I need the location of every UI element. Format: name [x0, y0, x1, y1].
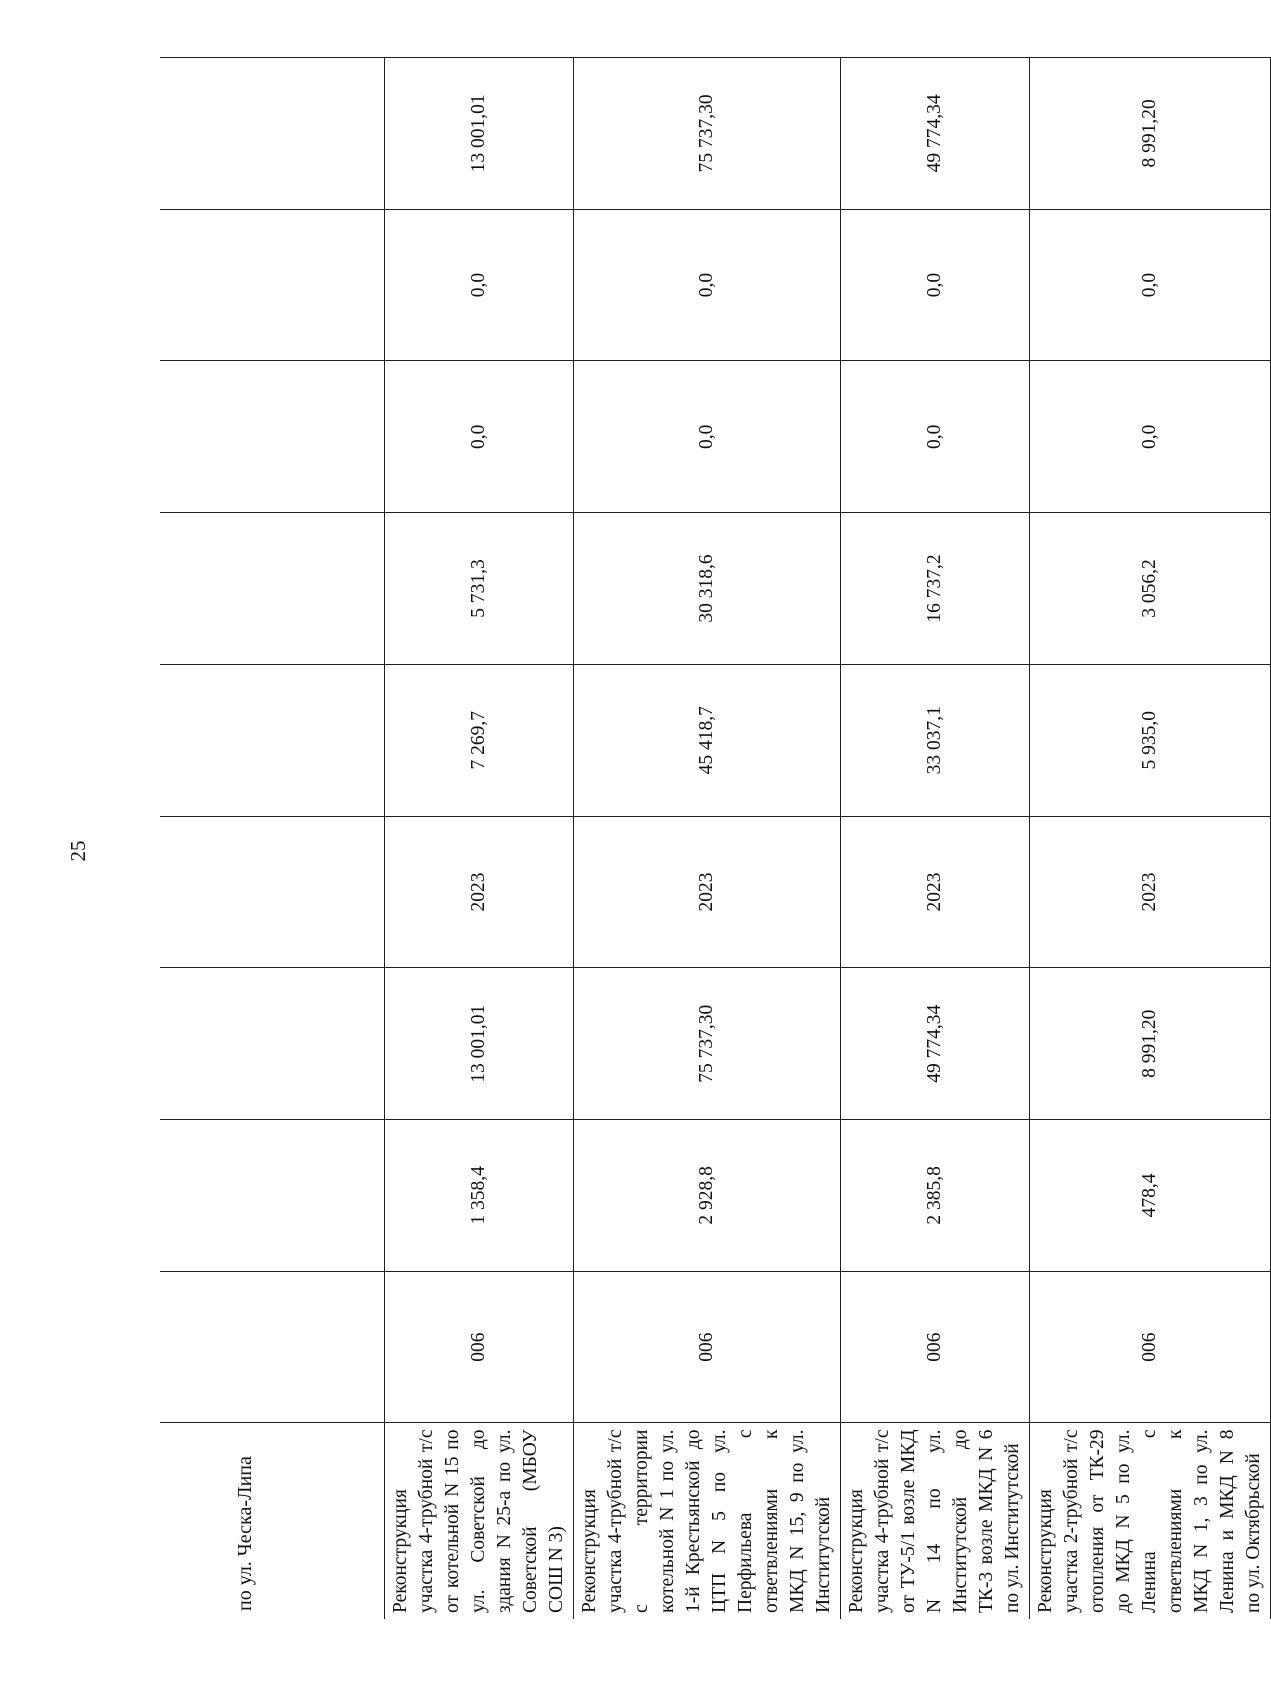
- table-row: [841, 58, 1030, 1620]
- value-cell: 30 318,6: [574, 513, 841, 665]
- value-cell: 0,0: [1030, 209, 1271, 361]
- value-cell: 2 928,8: [574, 1120, 841, 1272]
- table-row: [574, 58, 841, 1620]
- street-header-cell: по ул. Ческа-Липа: [160, 1423, 385, 1619]
- value-cell: 5 731,3: [385, 513, 574, 665]
- value-cell: 1 358,4: [385, 1120, 574, 1272]
- value-cell: 7 269,7: [385, 664, 574, 816]
- empty-cell: [160, 664, 385, 816]
- value-cell: 13 001,01: [385, 968, 574, 1120]
- page-number: 25: [66, 840, 90, 862]
- street-header-row: [160, 58, 385, 1620]
- code-cell: 006: [1030, 1271, 1271, 1423]
- value-cell: 49 774,34: [841, 968, 1030, 1120]
- table-row: [1030, 58, 1271, 1620]
- investment-table: [160, 57, 1271, 1619]
- empty-cell: [160, 1271, 385, 1423]
- value-cell: 0,0: [574, 209, 841, 361]
- code-cell: 006: [574, 1271, 841, 1423]
- year-cell: 2023: [1030, 816, 1271, 968]
- value-cell: 16 737,2: [841, 513, 1030, 665]
- empty-cell: [160, 1120, 385, 1272]
- empty-cell: [160, 968, 385, 1120]
- value-cell: 0,0: [1030, 361, 1271, 513]
- value-cell: 0,0: [841, 361, 1030, 513]
- value-cell: 75 737,30: [574, 58, 841, 210]
- code-cell: 006: [385, 1271, 574, 1423]
- rotated-table-wrapper: [160, 57, 1264, 1619]
- empty-cell: [160, 816, 385, 968]
- value-cell: 45 418,7: [574, 664, 841, 816]
- value-cell: 13 001,01: [385, 58, 574, 210]
- code-cell: 006: [841, 1271, 1030, 1423]
- value-cell: 0,0: [574, 361, 841, 513]
- project-description: Реконструкция участка 4-трубной т/с от ТУ-5/1 возле МКД N 14 по ул. Институтской до ТК-3 возле МКД N 6 по ул. Институтской: [841, 1423, 1030, 1619]
- value-cell: 478,4: [1030, 1120, 1271, 1272]
- project-description: Реконструкция участка 4-трубной т/с с территории котельной N 1 по ул. 1-й Крестьянской до ЦТП N 5 по ул. Перфильева с ответвлениями к МКД N 15, 9 по ул. Институтской: [574, 1423, 841, 1619]
- empty-cell: [160, 209, 385, 361]
- project-description: Реконструкция участка 2-трубной т/с отопления от ТК-29 до МКД N 5 по ул. Ленина с ответвлениями к МКД N 1, 3 по ул. Ленина и МКД N 8 по ул. Октябрьской: [1030, 1423, 1271, 1619]
- value-cell: 33 037,1: [841, 664, 1030, 816]
- value-cell: 0,0: [841, 209, 1030, 361]
- value-cell: 75 737,30: [574, 968, 841, 1120]
- value-cell: 49 774,34: [841, 58, 1030, 210]
- year-cell: 2023: [574, 816, 841, 968]
- value-cell: 5 935,0: [1030, 664, 1271, 816]
- project-description: Реконструкция участка 4-трубной т/с от котельной N 15 по ул. Советской до здания N 25-а по ул. Советской (МБОУ СОШ N 3): [385, 1423, 574, 1619]
- empty-cell: [160, 513, 385, 665]
- value-cell: 8 991,20: [1030, 58, 1271, 210]
- value-cell: 2 385,8: [841, 1120, 1030, 1272]
- value-cell: 0,0: [385, 361, 574, 513]
- value-cell: 3 056,2: [1030, 513, 1271, 665]
- value-cell: 0,0: [385, 209, 574, 361]
- empty-cell: [160, 361, 385, 513]
- year-cell: 2023: [385, 816, 574, 968]
- year-cell: 2023: [841, 816, 1030, 968]
- empty-cell: [160, 58, 385, 210]
- table-sheet: [160, 57, 1264, 1619]
- value-cell: 8 991,20: [1030, 968, 1271, 1120]
- table-row: [385, 58, 574, 1620]
